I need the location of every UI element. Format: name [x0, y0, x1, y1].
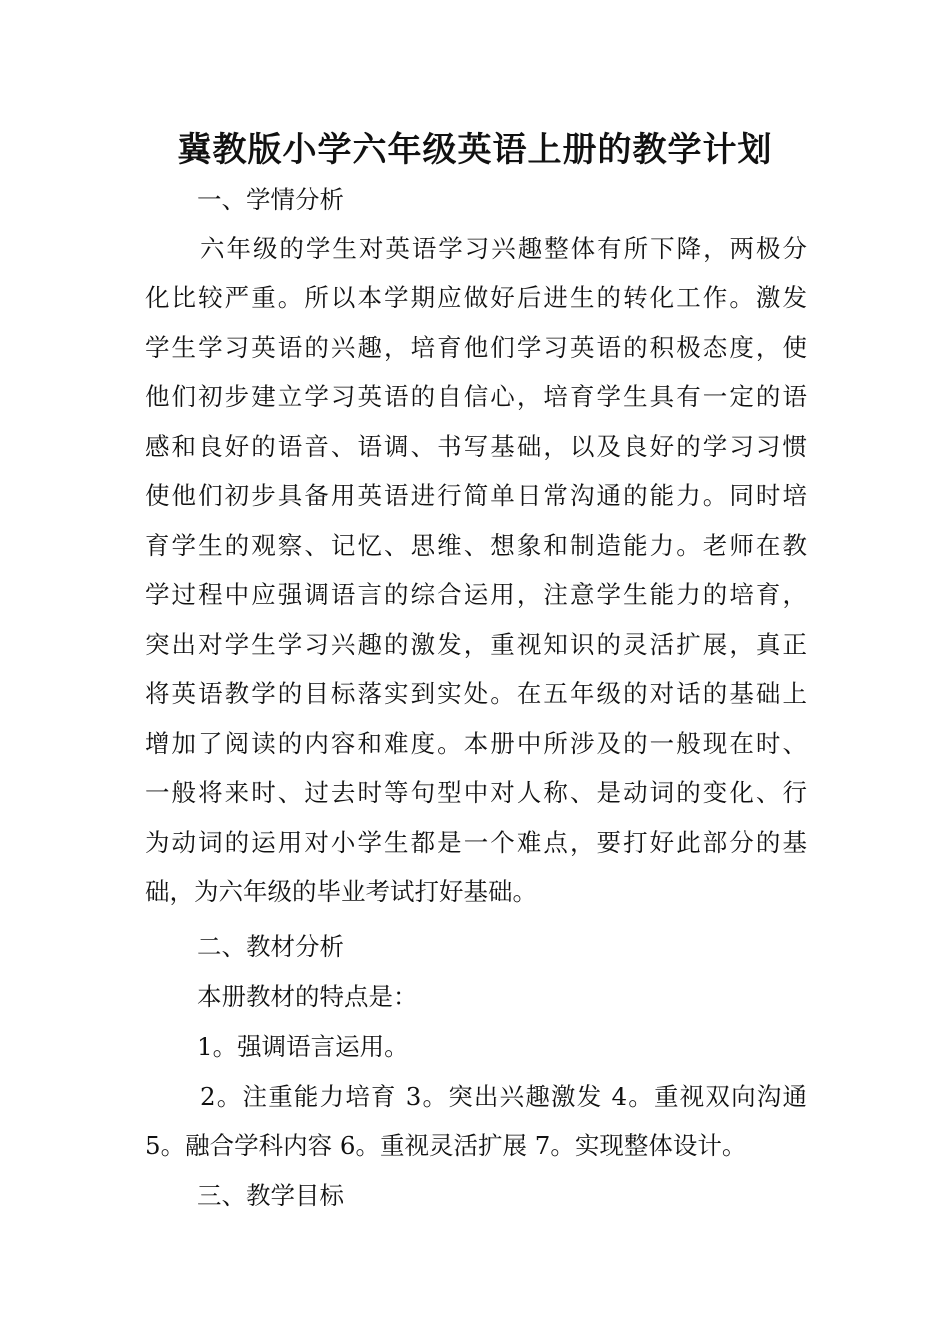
- paragraph-line: 增加了阅读的内容和难度。本册中所涉及的一般现在时、: [145, 729, 807, 758]
- paragraph-line: 育学生的观察、记忆、思维、想象和制造能力。老师在教: [145, 531, 807, 560]
- section-heading-textbook-analysis: 二、教材分析: [197, 932, 344, 961]
- paragraph-line: 使他们初步具备用英语进行简单日常沟通的能力。同时培: [145, 481, 807, 510]
- paragraph-line: 学过程中应强调语言的综合运用，注意学生能力的培育，: [145, 580, 807, 609]
- document-title: 冀教版小学六年级英语上册的教学计划: [177, 130, 773, 170]
- feature-item: 1。强调语言运用。: [197, 1032, 409, 1061]
- paragraph-line: 感和良好的语音、语调、书写基础，以及良好的学习习惯: [145, 432, 807, 461]
- paragraph-line: 将英语教学的目标落实到实处。在五年级的对话的基础上: [145, 679, 807, 708]
- paragraph-line: 为动词的运用对小学生都是一个难点，要打好此部分的基: [145, 828, 807, 857]
- section-heading-learning-analysis: 一、学情分析: [197, 185, 344, 214]
- paragraph-line: 化比较严重。所以本学期应做好后进生的转化工作。激发: [145, 283, 807, 312]
- feature-item: 5。融合学科内容 6。重视灵活扩展 7。实现整体设计。: [145, 1131, 747, 1160]
- paragraph-line: 一般将来时、过去时等句型中对人称、是动词的变化、行: [145, 778, 807, 807]
- section-heading-teaching-goals: 三、教学目标: [197, 1181, 344, 1210]
- paragraph-line: 础，为六年级的毕业考试打好基础。: [145, 877, 537, 906]
- paragraph-line: 突出对学生学习兴趣的激发，重视知识的灵活扩展，真正: [145, 630, 807, 659]
- paragraph-line: 六年级的学生对英语学习兴趣整体有所下降，两极分: [200, 234, 807, 263]
- feature-item: 2。注重能力培育 3。突出兴趣激发 4。重视双向沟通: [200, 1082, 807, 1111]
- paragraph-line: 学生学习英语的兴趣，培育他们学习英语的积极态度，使: [145, 333, 807, 362]
- paragraph-line: 他们初步建立学习英语的自信心，培育学生具有一定的语: [145, 382, 807, 411]
- textbook-features-intro: 本册教材的特点是：: [197, 982, 418, 1011]
